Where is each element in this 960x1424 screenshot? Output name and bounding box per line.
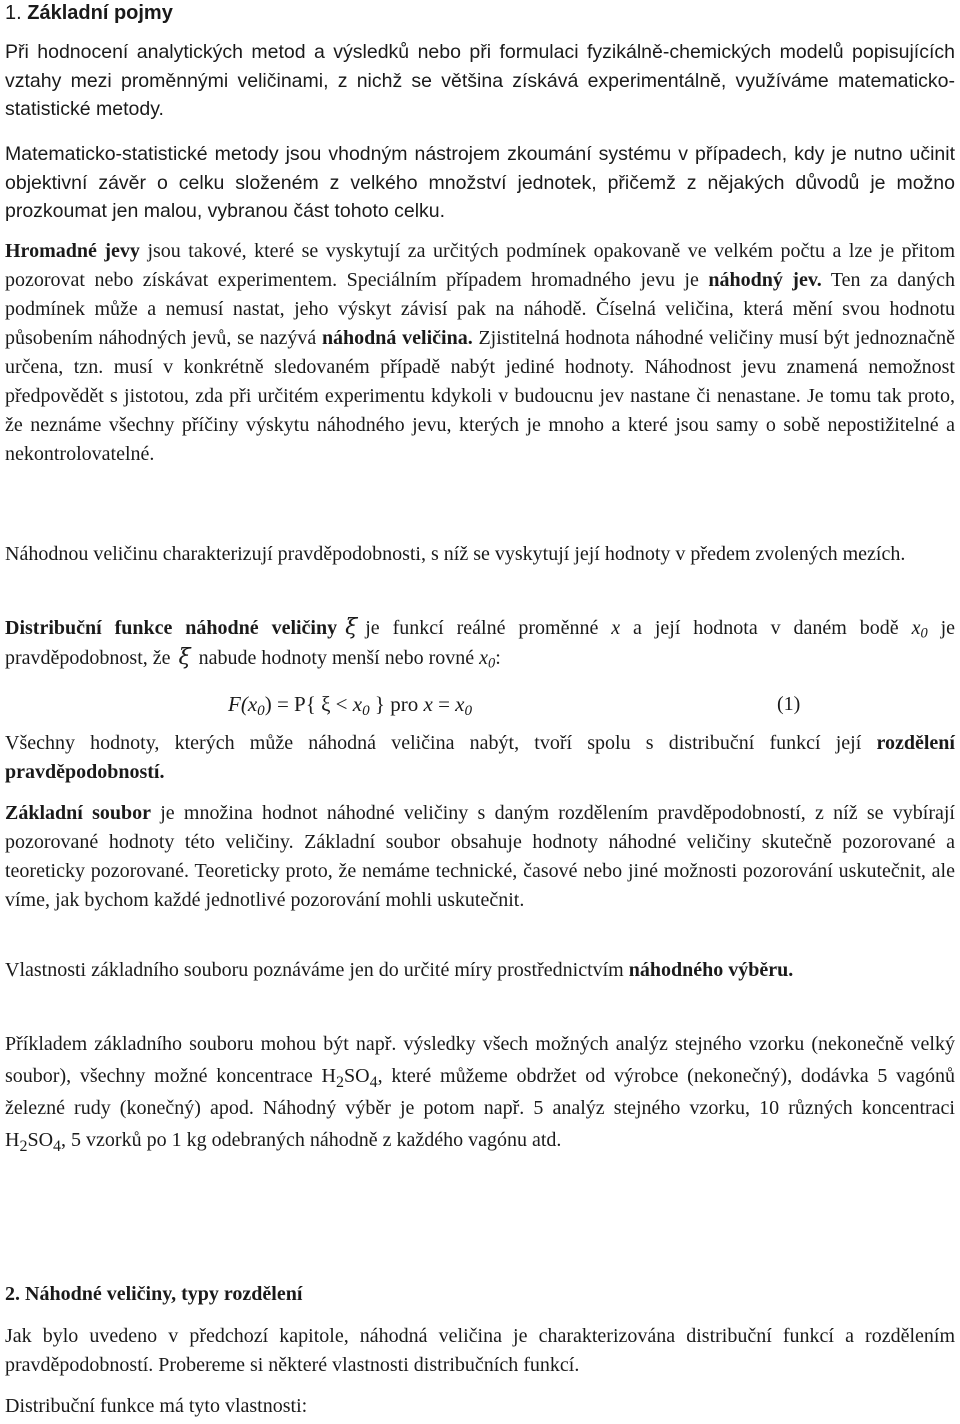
paragraph-chapter-intro: Jak bylo uvedeno v předchozí kapitole, náhodná veličina je charakterizována distribuční funkcí a rozdělením pravděpodobností. Probereme si některé vlastnosti distribučních funkcí. [5,1325,955,1376]
term-rozdeleni: rozdělení pravděpodobností. [5,732,955,783]
paragraph-methods: Matematicko-statistické metody jsou vhodným nástrojem zkoumání systému v případech, kdy je nutno učinit objektivní závěr o celku složeném z velkého množství jednotek, přičemž z nějakých důvodů je možno prozkoumat jen malou, vybranou část tohoto celku. [5,143,955,222]
paragraph-example: Příkladem základního souboru mohou být např. výsledky všech možných analýz stejného vzorku (nekonečně velký soubor), všechny možné koncentrace $H_2SO_4$, které můžeme obdržet od výrobce (nekonečný), dodávka 5 vagónů železné rudy (konečný) apod. Náhodný výběr je potom např. 5 analýz stejného vzorku, 10 různých koncentraci $H_2SO_4$, 5 vzorků po 1 kg odebraných náhodně z každého vagónu atd. [5,1033,955,1155]
xi-symbol-2: ξ [178,645,191,670]
formula-h2so4: $H_2SO_4$ [321,1065,378,1091]
paragraph-distribution-function: Distribuční funkce náhodné veličiny ξ je funkcí reálné proměnné x a její hodnota v daném bodě $x_0$ je pravděpodobnost, že ξ nabude hodnoty menší nebo rovné $x_0$: [5,615,956,672]
paragraph-sample: Vlastnosti základního souboru poznáváme jen do určité míry prostřednictvím náhodného výběru. [5,959,794,981]
xi-symbol: ξ [345,615,358,640]
formula-distribution: $F(x_0) = P${ $\xi < x_0$ } pro $x = x_0$ [228,692,473,719]
paragraph-mass-phenomena: Hromadné jevy jsou takové, které se vyskytují za určitých podmínek opakovaně ve velkém počtu a lze je přitom pozorovat nebo získávat experimentem. Speciálním případem hromadného jevu je náhodný jev. Ten za daných podmínek může a nemusí nastat, jeho výskyt závisí pak na náhodě. Číselná veličina, která mění svou hodnotu působením náhodných jevů, se nazývá náhodná veličina. Zjistitelná hodnota náhodné veličiny musí být jednoznačně určena, tzn. musí v konkrétně sledovaném případě nabýt jediné hodnoty. Náhodnost jevu znamená nemožnost předpovědět s jistotou, zda při určitém experimentu kdykoli v budoucnu jev nastane či nenastane. Je tomu tak proto, že neznáme všechny příčiny výskytu náhodného jevu, kterých je mnoho a které jsou samy o sobě nepostižitelné a nekontrolovatelné. [5,240,955,465]
section-1-title: Základní pojmy [27,2,173,24]
formula-number: (1) [777,693,801,715]
term-nahodny-jev: náhodný jev. [708,269,822,291]
section-1-number: 1. [5,2,22,24]
formula-h2so4-2: $H_2SO_4$ [5,1129,62,1155]
term-nahodny-vyber: náhodného výběru. [628,959,794,981]
paragraph-properties: Distribuční funkce má tyto vlastnosti: [5,1395,308,1417]
paragraph-distribution: Všechny hodnoty, kterých může náhodná veličina nabýt, tvoří spolu s distribuční funkcí její rozdělení pravděpodobností. [5,732,955,783]
section-1-heading [5,0,955,26]
paragraph-intro: Při hodnocení analytických metod a výsledků nebo při formulaci fyzikálně-chemických modelů popisujících vztahy mezi proměnnými veličinami, z nichž se většina získává experimentálně, využíváme matematicko-statistické metody. [5,41,955,120]
term-hromadne-jevy: Hromadné jevy [5,240,140,262]
section-2-heading: 2. Náhodné veličiny, typy rozdělení [5,1283,303,1305]
paragraph-population: Základní soubor je množina hodnot náhodné veličiny s daným rozdělením pravděpodobností, z níž se vybírají pozorované hodnoty této veličiny. Základní soubor obsahuje hodnoty náhodné veličiny skutečně pozorované a teoreticky pozorované. Teoreticky proto, že nemáme technické, časové nebo jiné možnosti pozorování uskutečnit, ale víme, jak bychom každé jednotlivé pozorování mohli uskutečnit. [5,802,955,911]
term-zakladni-soubor: Základní soubor [5,802,151,824]
paragraph-probabilities: Náhodnou veličinu charakterizují pravděpodobnosti, s níž se vyskytují její hodnoty v předem zvolených mezích. [5,543,906,565]
term-nahodna-velicina: náhodná veličina. [321,327,473,349]
term-distribucni-funkce: Distribuční funkce náhodné veličiny [5,617,338,639]
